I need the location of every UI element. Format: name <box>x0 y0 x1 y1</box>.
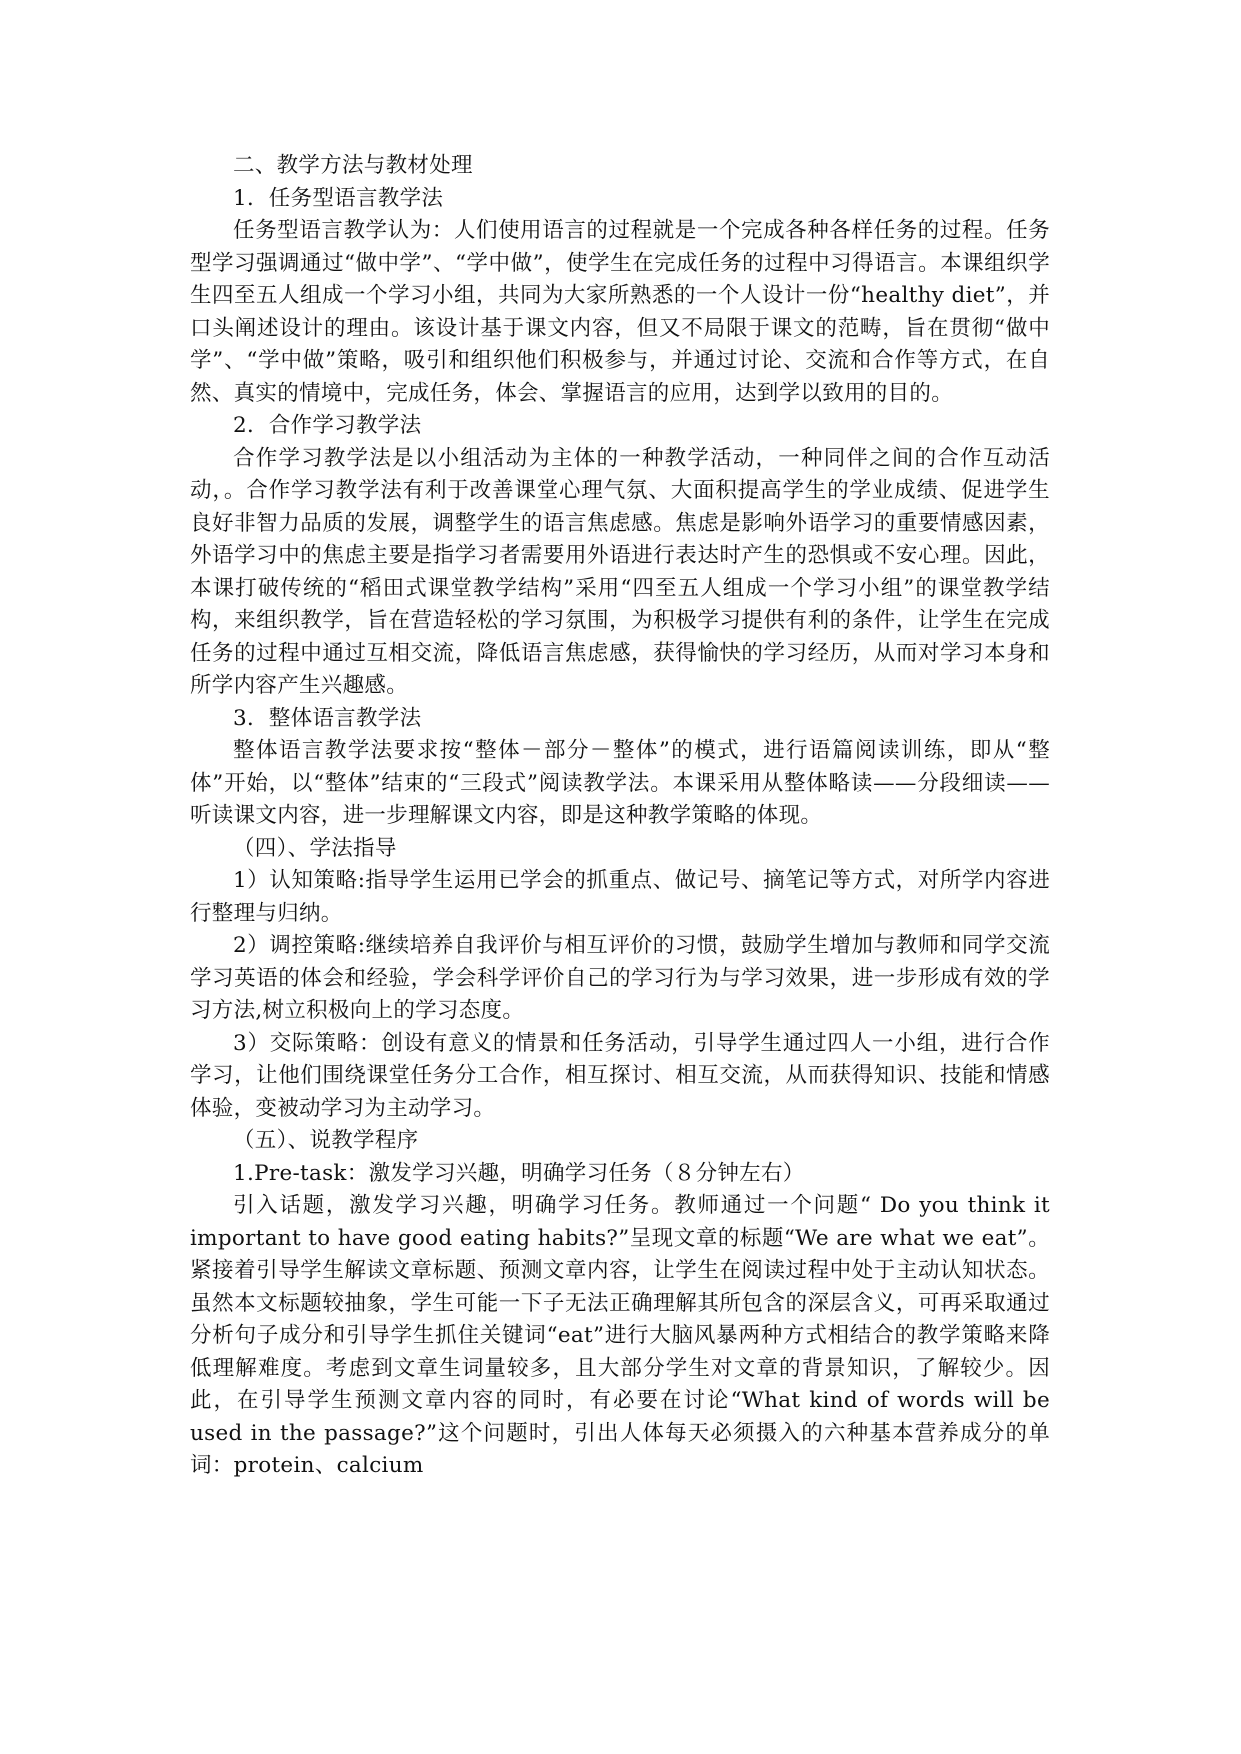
paragraph-pre-task: 引入话题，激发学习兴趣，明确学习任务。教师通过一个问题“ Do you think it important to have good eating habits?”呈现文章的标题“We are what we eat”。紧接着引导学生解读文章标题、预测文章内容，让学生在阅读过程中处于主动认知状态。虽然本文标题较抽象，学生可能一下子无法正确理解其所包含的深层含义，可再采取通过分析句子成分和引导学生抓住关键词“eat”进行大脑风暴两种方式相结合的教学策略来降低理解难度。考虑到文章生词量较多，且大部分学生对文章的背景知识，了解较少。因此，在引导学生预测文章内容的同时，有必要在讨论“What kind of words will be used in the passage?”这个问题时，引出人体每天必须摄入的六种基本营养成分的单词：protein、calcium <box>190 1193 1050 1478</box>
paragraph-cognitive-strategy: 1）认知策略:指导学生运用已学会的抓重点、做记号、摘笔记等方式，对所学内容进行整理与归纳。 <box>190 868 1050 926</box>
subheading-task-based-method: 1．任务型语言教学法 <box>233 185 444 211</box>
section-heading-teaching-procedure: （五）、说教学程序 <box>233 1128 419 1153</box>
section-heading-teaching-methods: 二、教学方法与教材处理 <box>233 153 473 178</box>
paragraph-task-based: 任务型语言教学认为：人们使用语言的过程就是一个完成各种各样任务的过程。任务型学习强调通过“做中学”、“学中做”，使学生在完成任务的过程中习得语言。本课组织学生四至五人组成一个学习小组，共同为大家所熟悉的一个人设计一份“healthy diet”，并口头阐述设计的理由。该设计基于课文内容，但又不局限于课文的范畴，旨在贯彻“做中学”、“学中做”策略，吸引和组织他们积极参与，并通过讨论、交流和合作等方式，在自然、真实的情境中，完成任务，体会、掌握语言的应用，达到学以致用的目的。 <box>190 218 1050 406</box>
subheading-pre-task: 1.Pre-task：激发学习兴趣，明确学习任务（８分钟左右） <box>233 1160 805 1186</box>
paragraph-cooperative: 合作学习教学法是以小组活动为主体的一种教学活动，一种同伴之间的合作互动活动，。合作学习教学法有利于改善课堂心理气氛、大面积提高学生的学业成绩、促进学生良好非智力品质的发展，调整学生的语言焦虑感。焦虑是影响外语学习的重要情感因素，外语学习中的焦虑主要是指学习者需要用外语进行表达时产生的恐惧或不安心理。因此，本课打破传统的“稻田式课堂教学结构”采用“四至五人组成一个学习小组”的课堂教学结构，来组织教学，旨在营造轻松的学习氛围，为积极学习提供有利的条件，让学生在完成任务的过程中通过互相交流，降低语言焦虑感，获得愉快的学习经历，从而对学习本身和所学内容产生兴趣感。 <box>190 445 1050 698</box>
paragraph-whole-language: 整体语言教学法要求按“整体－部分－整体”的模式，进行语篇阅读训练，即从“整体”开始，以“整体”结束的“三段式”阅读教学法。本课采用从整体略读——分段细读——听读课文内容，进一步理解课文内容，即是这种教学策略的体现。 <box>190 738 1050 828</box>
subheading-cooperative-method: 2．合作学习教学法 <box>233 413 422 438</box>
subheading-whole-language-method: 3．整体语言教学法 <box>233 705 422 731</box>
paragraph-regulation-strategy: 2）调控策略:继续培养自我评价与相互评价的习惯，鼓励学生增加与教师和同学交流学习英语的体会和经验，学会科学评价自己的学习行为与学习效果，进一步形成有效的学习方法,树立积极向上的学习态度。 <box>190 933 1050 1023</box>
section-heading-learning-guidance: （四）、学法指导 <box>233 835 397 861</box>
document-page <box>190 150 1050 1483</box>
paragraph-communication-strategy: 3）交际策略：创设有意义的情景和任务活动，引导学生通过四人一小组，进行合作学习，让他们围绕课堂任务分工合作，相互探讨、相互交流，从而获得知识、技能和情感体验，变被动学习为主动学习。 <box>190 1030 1050 1121</box>
